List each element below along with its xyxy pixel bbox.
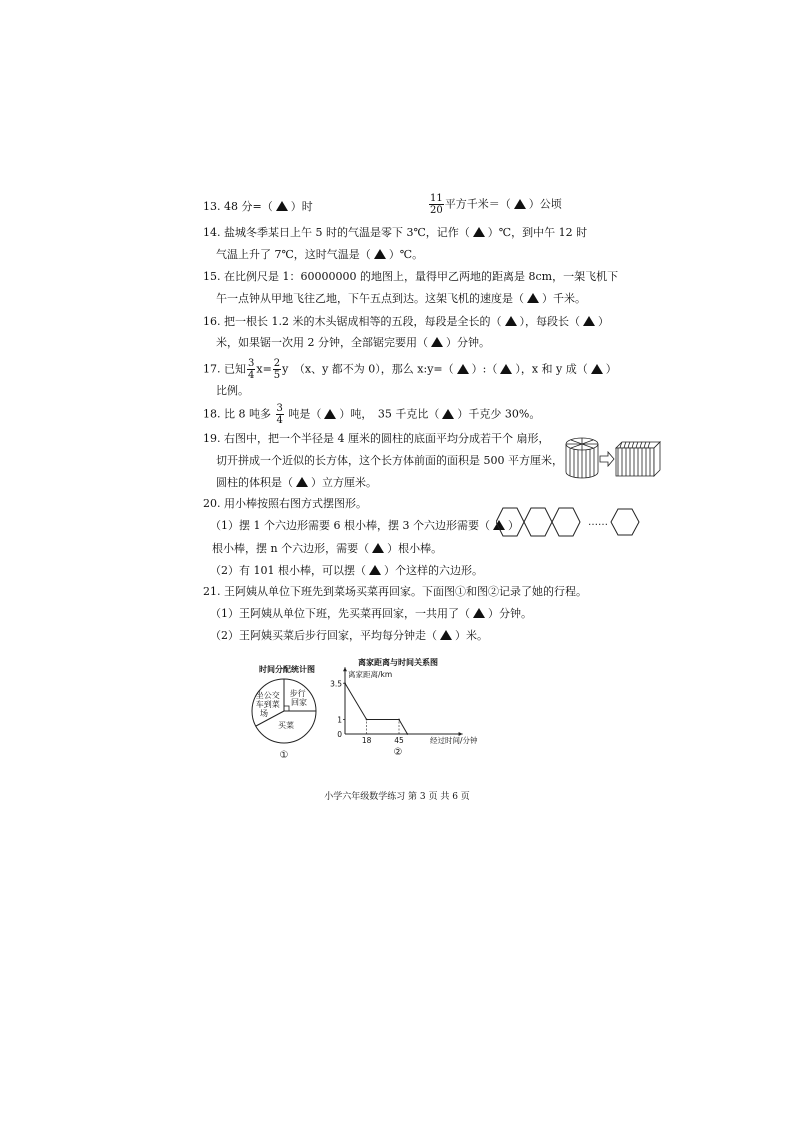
question-20-part-1-line-2: 根小棒，摆 n 个六边形，需要（ ）根小棒。 — [212, 542, 443, 555]
hexagon-shape — [524, 508, 552, 536]
y-axis-label: 离家距离/km — [348, 670, 393, 679]
cylinder-figure — [566, 438, 598, 478]
question-19-line-1: 19. 右图中，把一个半径是 4 厘米的圆柱的底面平均分成若干个 扇形， — [203, 432, 550, 445]
question-17-line-1: 17. 已知 $\frac{3}{4}$ x= $\frac{2}{5}$ y （x、y 都不为 0），那么 x:y=（ ）:（ ），x 和 y 成（ ） — [203, 358, 617, 381]
question-21-part-1: （1）王阿姨从单位下班，先买菜再回家，一共用了（ ）分钟。 — [210, 607, 532, 620]
cylinder-to-cuboid-figure — [562, 434, 662, 484]
question-16-line-2: 米，如果锯一次用 2 分钟，全部锯完要用（ ）分钟。 — [216, 336, 490, 349]
question-20-part-1: （1）摆 1 个六边形需要 6 根小棒，摆 3 个六边形需要（ ） — [210, 519, 519, 532]
answer-blank-triangle-icon — [372, 543, 384, 553]
x-tick-label: 18 — [361, 736, 372, 745]
ellipsis-text: …… — [588, 517, 608, 528]
question-19-line-2: 切开拼成一个近似的长方体，这个长方体前面的面积是 500 平方厘米， — [216, 454, 563, 467]
answer-blank-triangle-icon — [374, 249, 386, 259]
x-axis-label: 经过时间/分钟 — [430, 736, 478, 745]
y-tick-label: 3.5 — [330, 679, 342, 689]
answer-blank-triangle-icon — [440, 630, 452, 640]
question-17-line-2: 比例。 — [216, 384, 249, 397]
answer-blank-triangle-icon — [296, 477, 308, 487]
answer-blank-triangle-icon — [473, 227, 485, 237]
figure-caption-1: ① — [279, 750, 289, 761]
pie-chart-title: 时间分配统计图 — [259, 665, 315, 674]
question-21-part-2: （2）王阿姨买菜后步行回家，平均每分钟走（ ）米。 — [210, 629, 488, 642]
answer-blank-triangle-icon — [431, 337, 443, 347]
answer-blank-triangle-icon — [500, 364, 512, 374]
question-20-part-2: （2）有 101 根小棒，可以摆（ ）个这样的六边形。 — [210, 564, 483, 577]
data-point — [407, 733, 409, 735]
distance-series-line — [345, 683, 407, 734]
hexagon-shape — [496, 508, 524, 536]
question-19-line-3: 圆柱的体积是（ ）立方厘米。 — [216, 476, 377, 489]
question-18: 18. 比 8 吨多 $\frac{3}{4}$ 吨是（ ）吨， 35 千克比（ ）千克少 30%。 — [203, 403, 541, 426]
answer-blank-triangle-icon — [583, 316, 595, 326]
pie-label-walk: 步行 回家 — [289, 689, 307, 707]
pie-label-bus: 坐公交 车到菜 场 — [255, 691, 280, 718]
answer-blank-triangle-icon — [505, 316, 517, 326]
cuboid-figure — [616, 442, 660, 476]
hexagon-shape — [552, 508, 580, 536]
question-21-title: 21. 王阿姨从单位下班先到菜场买菜再回家。下面图①和图②记录了她的行程。 — [203, 585, 587, 598]
pie-chart-figure — [244, 662, 330, 762]
answer-blank-triangle-icon — [473, 608, 485, 618]
question-14-line-1: 14. 盐城冬季某日上午 5 时的气温是零下 3℃，记作（ ）℃，到中午 12 时 — [203, 226, 588, 239]
y-tick-label: 0 — [337, 730, 342, 739]
answer-blank-triangle-icon — [324, 409, 336, 419]
question-14-line-2: 气温上升了 7℃，这时气温是（ ）℃。 — [216, 248, 424, 261]
question-16-line-1: 16. 把一根长 1.2 米的木头锯成相等的五段，每段是全长的（ ），每段长（ ） — [203, 315, 609, 328]
line-chart-figure — [328, 656, 478, 760]
arrow-right-icon — [600, 452, 614, 466]
pie-label-shopping: 买菜 — [278, 721, 294, 730]
fraction-11-20: $\frac{11}{20}$ — [430, 193, 443, 216]
answer-blank-triangle-icon — [369, 565, 381, 575]
question-13: 13. 48 分=（ ）时 — [203, 200, 313, 213]
fraction-3-4: $\frac{3}{4}$ — [276, 403, 283, 426]
fraction-3-4: $\frac{3}{4}$ — [248, 358, 255, 381]
line-chart-title: 离家距离与时间关系图 — [358, 658, 438, 667]
x-tick-label: 45 — [394, 736, 404, 745]
page-footer: 小学六年级数学练习 第 3 页 共 6 页 — [324, 792, 470, 802]
hexagon-shape — [611, 509, 639, 535]
hexagon-pattern-figure — [496, 506, 646, 540]
answer-blank-triangle-icon — [276, 201, 288, 211]
y-tick-label: 1 — [337, 715, 342, 725]
question-20-title: 20. 用小棒按照右图方式摆图形。 — [203, 497, 367, 510]
question-15-line-1: 15. 在比例尺是 1：60000000 的地图上，量得甲乙两地的距离是 8cm，一架飞机下 — [203, 270, 619, 283]
answer-blank-triangle-icon — [514, 199, 526, 209]
question-15-line-2: 午一点钟从甲地飞往乙地，下午五点到达。这架飞机的速度是（ ）千米。 — [216, 292, 586, 305]
question-13-part-2: $\frac{11}{20}$ 平方千米＝（ ）公顷 — [430, 193, 562, 216]
figure-caption-2: ② — [393, 747, 403, 758]
answer-blank-triangle-icon — [527, 293, 539, 303]
fraction-2-5: $\frac{2}{5}$ — [273, 358, 281, 381]
answer-blank-triangle-icon — [442, 409, 454, 419]
y-axis-arrow-icon — [343, 667, 347, 671]
right-angle-mark — [284, 706, 289, 711]
answer-blank-triangle-icon — [591, 364, 603, 374]
answer-blank-triangle-icon — [457, 364, 469, 374]
